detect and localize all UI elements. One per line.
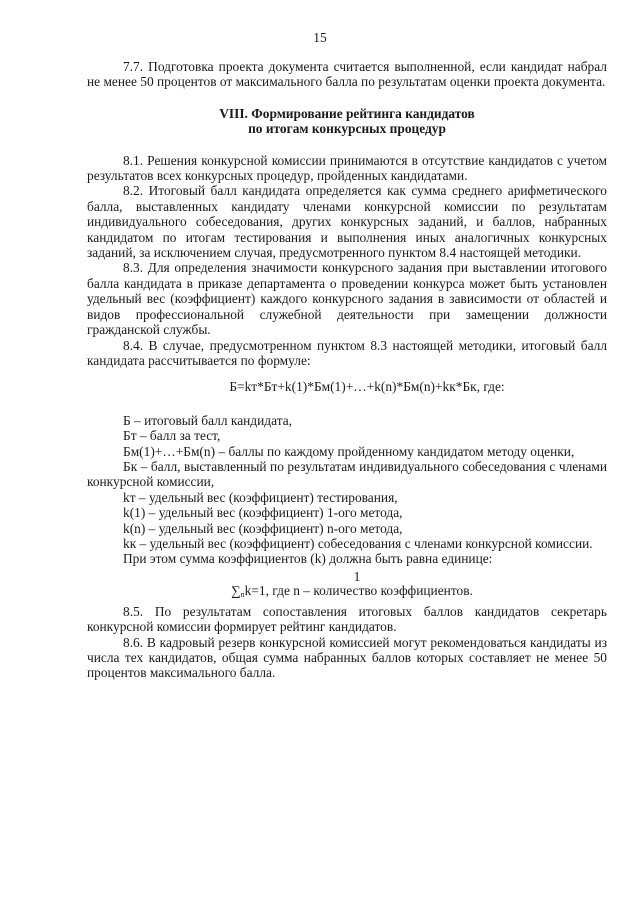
sum-upper-limit: 1 xyxy=(353,568,361,584)
sum-intro: При этом сумма коэффициентов (k) должна быть равна единице: xyxy=(123,551,493,567)
paragraph-8-5: 8.5. По результатам сопоставления итоговых баллов кандидатов секретарь конкурсной комиссии формирует рейтинг кандидатов. xyxy=(87,603,607,635)
score-formula: Б=kт*Бт+k(1)*Бм(1)+…+k(n)*Бм(n)+kк*Бк, где: xyxy=(229,379,505,395)
paragraph-8-4: 8.4. В случае, предусмотренном пунктом 8.3 настоящей методики, итоговый балл кандидата рассчитывается по формуле: xyxy=(87,337,607,368)
section-title-line1: VIII. Формирование рейтинга кандидатов xyxy=(219,105,475,121)
paragraph-8-3: 8.3. Для определения значимости конкурсного задания при выставлении итогового балла кандидата в приказе департамента о проведении конкурса может быть установлен удельный вес (коэффициент) каждого конкурсного задания в зависимости от областей и видов профессиональной служебной деятельности при замещении должности гражданской службы. xyxy=(87,260,607,338)
definition-item: Бм(1)+…+Бм(n) – баллы по каждому пройденному кандидатом методу оценки, xyxy=(123,443,575,459)
paragraph-8-6: 8.6. В кадровый резерв конкурсной комиссией могут рекомендоваться кандидаты из числа тех кандидатов, общая сумма набранных баллов которых составляет не менее 50 процентов максимального балла. xyxy=(87,634,607,681)
definition-item: k(1) – удельный вес (коэффициент) 1-ого метода, xyxy=(123,505,403,521)
definition-item: kт – удельный вес (коэффициент) тестирования, xyxy=(123,489,398,505)
paragraph-7-7: 7.7. Подготовка проекта документа считается выполненной, если кандидат набрал не менее 50 процентов от максимального балла по результатам оценки проекта документа. xyxy=(87,59,607,90)
sum-subscript: n xyxy=(240,589,245,599)
sum-symbol: ∑ xyxy=(231,582,241,598)
definition-item: Бк – балл, выставленный по результатам индивидуального собеседования с членами конкурсной комиссии, xyxy=(87,458,607,490)
page-number: 15 xyxy=(313,30,327,45)
paragraph-8-1: 8.1. Решения конкурсной комиссии принимаются в отсутствие кандидатов с учетом результатов всех конкурсных процедур, пройденных кандидатами. xyxy=(87,152,607,184)
sum-formula-text: k=1, где n – количество коэффициентов. xyxy=(244,582,473,598)
definition-item: kк – удельный вес (коэффициент) собеседования с членами конкурсной комиссии. xyxy=(123,535,593,551)
paragraph-8-2: 8.2. Итоговый балл кандидата определяется как сумма среднего арифметического балла, выставленных кандидату членами конкурсной комиссии по результатам индивидуального собеседования, других конкурсных заданий, и баллов, набранных кандидатом по итогам тестирования и выполнения иных аналогичных конкурсных заданий, за исключением случая, предусмотренного пунктом 8.4 настоящей методики. xyxy=(87,183,607,261)
definition-item: k(n) – удельный вес (коэффициент) n-ого метода, xyxy=(123,520,403,536)
definition-item: Бт – балл за тест, xyxy=(123,428,221,444)
document-body xyxy=(87,59,607,681)
definition-item: Б – итоговый балл кандидата, xyxy=(123,412,292,428)
sum-formula xyxy=(87,583,607,602)
section-heading xyxy=(87,106,607,137)
section-title-line2: по итогам конкурсных процедур xyxy=(248,121,446,137)
